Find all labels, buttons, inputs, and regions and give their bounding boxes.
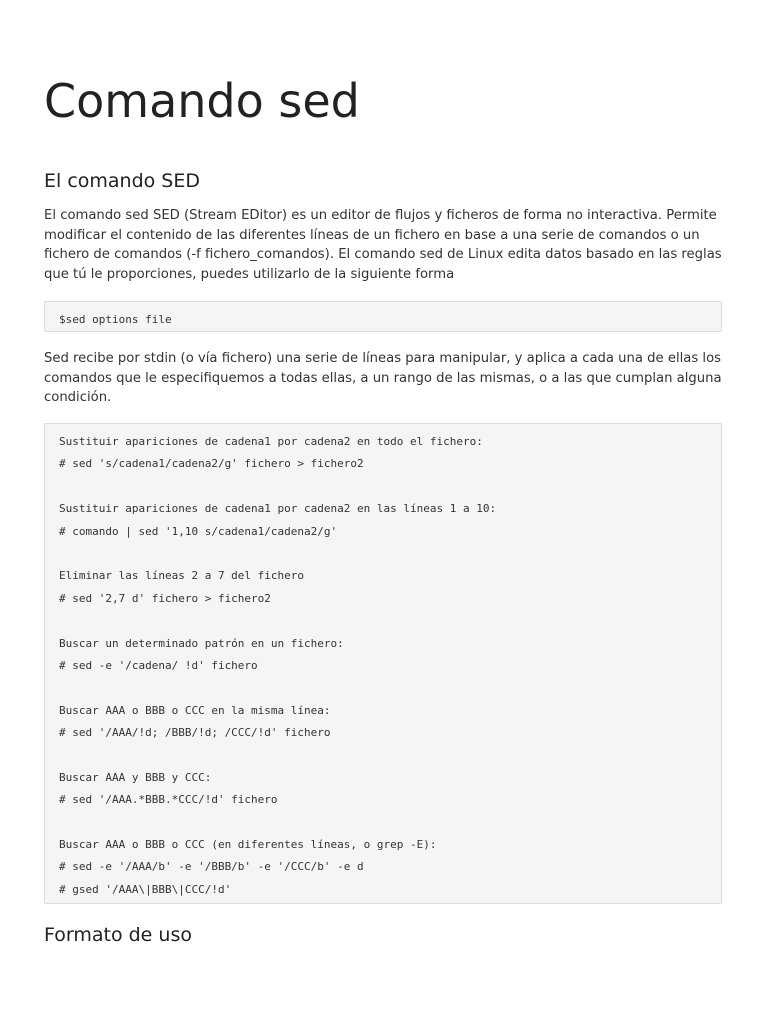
example-line: Eliminar las líneas 2 a 7 del fichero bbox=[59, 569, 305, 583]
page-title: Comando sed bbox=[44, 74, 360, 128]
example-blank-line bbox=[59, 613, 707, 635]
intro-paragraph: El comando sed SED (Stream EDitor) es un editor de flujos y ficheros de forma no interactiva. Permite modificar el contenido de las diferentes líneas de un fichero en base a una serie de comandos o un fichero de comandos (-f fichero_comandos). El comando sed de Linux edita datos basado en las reglas que tú le proporciones, puedes utilizarlo de la siguiente forma bbox=[44, 208, 722, 282]
example-blank-line bbox=[59, 546, 707, 568]
example-blank-line bbox=[59, 479, 707, 501]
example-line: # gsed '/AAA\|BBB\|CCC/!d' bbox=[59, 882, 232, 896]
example-line: Buscar AAA o BBB o CCC (en diferentes líneas, o grep -E): bbox=[59, 838, 437, 852]
example-line: # sed '/AAA.*BBB.*CCC/!d' fichero bbox=[59, 793, 278, 807]
example-blank-line bbox=[59, 680, 707, 702]
examples-code-block bbox=[44, 423, 722, 904]
example-line: Buscar AAA y BBB y CCC: bbox=[59, 770, 212, 784]
usage-code-block bbox=[44, 301, 722, 332]
example-line: Buscar AAA o BBB o CCC en la misma línea: bbox=[59, 703, 331, 717]
example-line: Sustituir apariciones de cadena1 por cadena2 en todo el fichero: bbox=[59, 435, 483, 448]
example-line: # sed -e '/cadena/ !d' fichero bbox=[59, 658, 258, 672]
example-line: # sed -e '/AAA/b' -e '/BBB/b' -e '/CCC/b' -e d bbox=[59, 860, 364, 874]
example-blank-line bbox=[59, 815, 707, 837]
usage-code-line: $sed options file bbox=[59, 313, 172, 326]
example-blank-line bbox=[59, 747, 707, 769]
example-line: Sustituir apariciones de cadena1 por cadena2 en las líneas 1 a 10: bbox=[59, 502, 497, 516]
section-heading-sed: El comando SED bbox=[44, 170, 201, 192]
example-line: # comando | sed '1,10 s/cadena1/cadena2/g' bbox=[59, 524, 338, 538]
stdin-paragraph: Sed recibe por stdin (o vía fichero) una serie de líneas para manipular, y aplica a cada una de ellas los comandos que le especifiquemos a todas ellas, a un rango de las mismas, o a las que cumplan alguna condición. bbox=[44, 351, 722, 406]
section-heading-formato: Formato de uso bbox=[44, 924, 192, 946]
example-line: Buscar un determinado patrón en un fichero: bbox=[59, 636, 344, 650]
example-line: # sed '/AAA/!d; /BBB/!d; /CCC/!d' fichero bbox=[59, 726, 331, 740]
example-line: # sed 's/cadena1/cadena2/g' fichero > fichero2 bbox=[59, 457, 364, 471]
example-line: # sed '2,7 d' fichero > fichero2 bbox=[59, 591, 271, 605]
